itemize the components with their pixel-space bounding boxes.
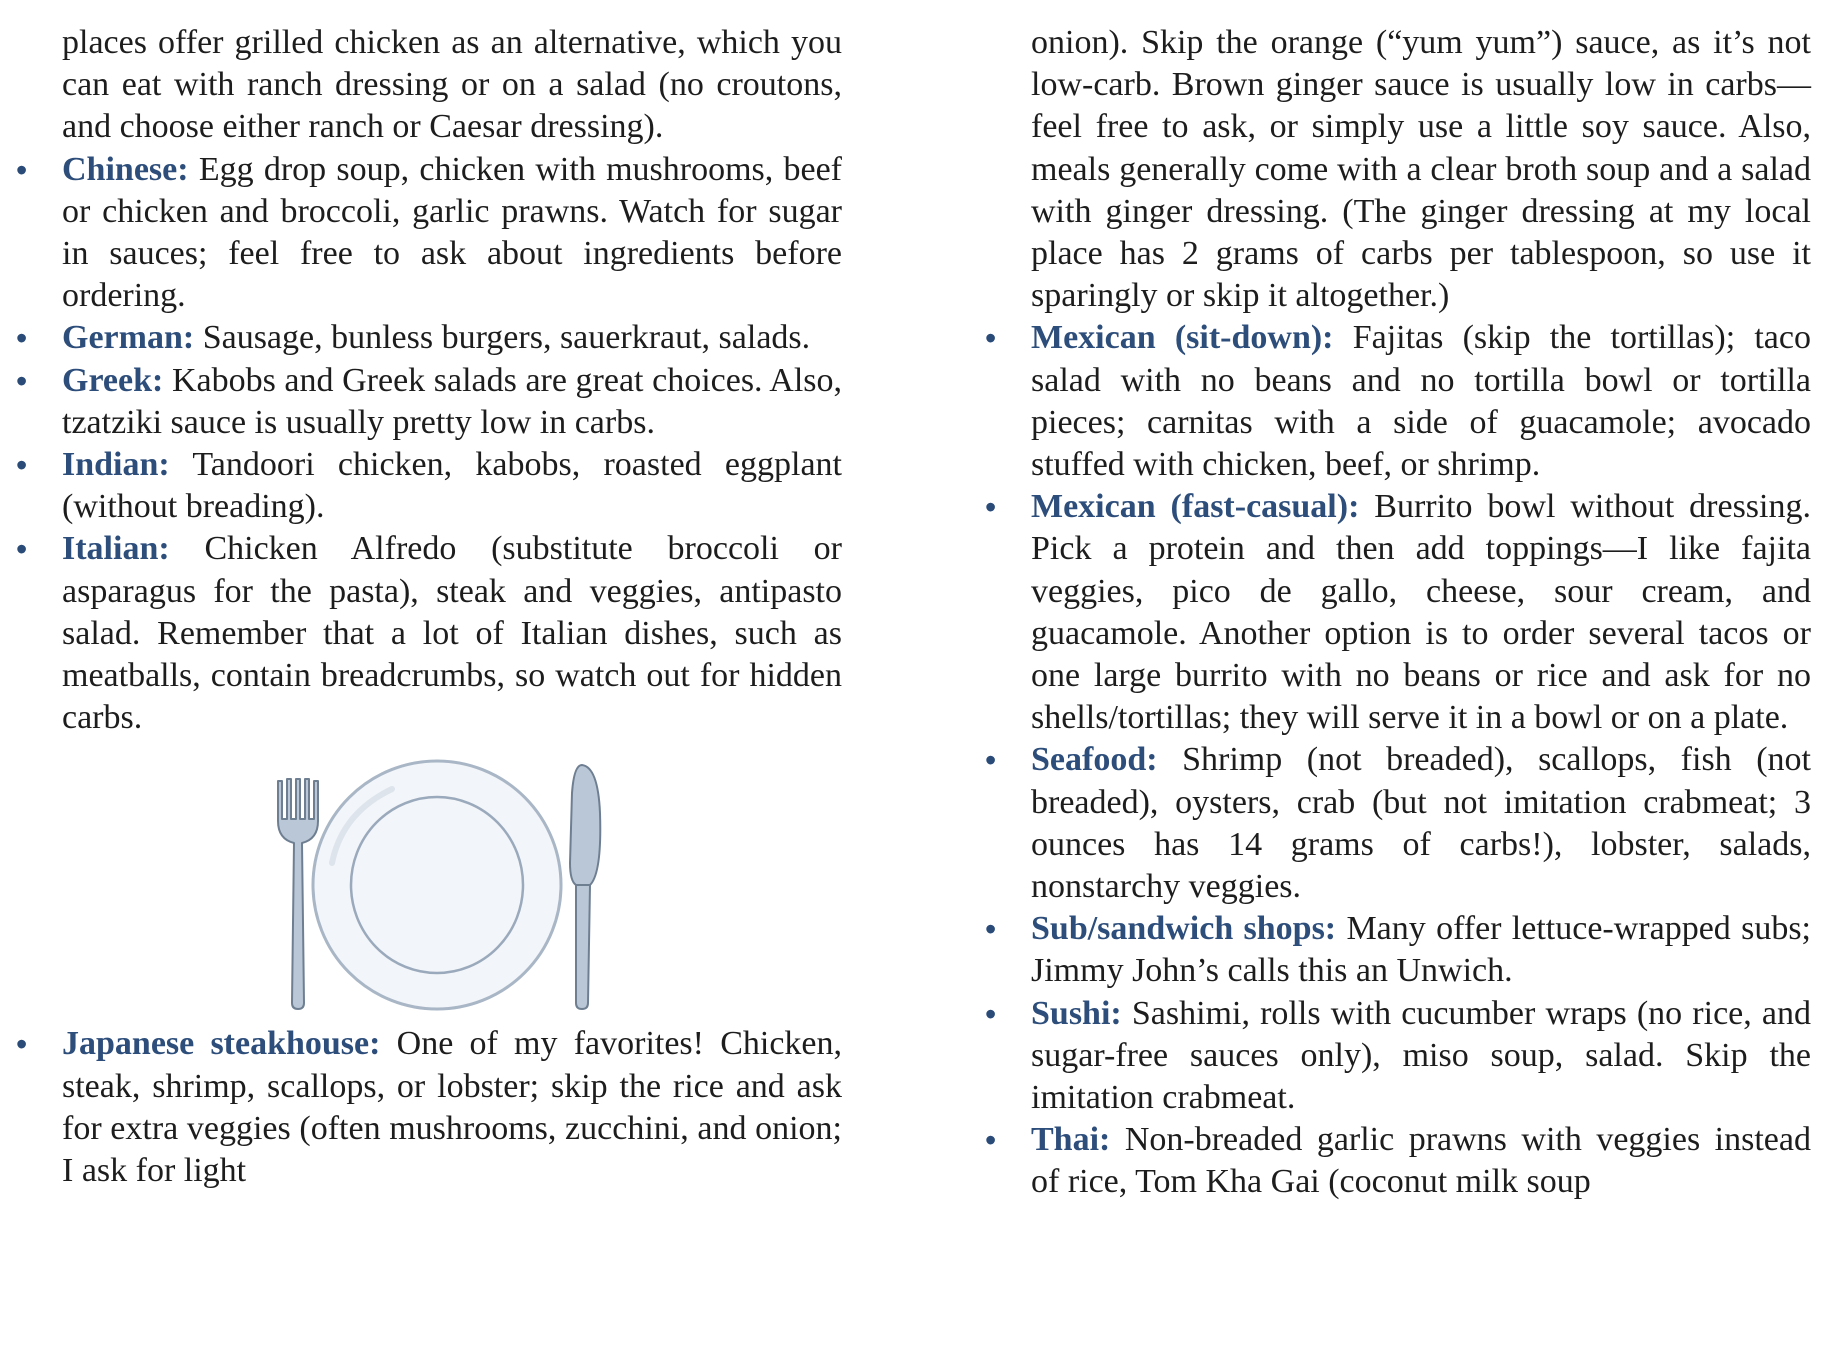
cuisine-label: Chinese:: [62, 150, 189, 188]
right-cuisine-list: [1031, 317, 1811, 1203]
left-intro-text: places offer grilled chicken as an alternative, which you can eat with ranch dressing or on a salad (no croutons, and choose either ranch or Caesar dressing).: [62, 24, 842, 146]
knife-icon: [570, 765, 600, 1009]
cuisine-description: Shrimp (not breaded), scallops, fish (not breaded), oysters, crab (but not imitation crabmeat; 3 ounces has 14 grams of carbs!), lobster, salads, nonstarchy veggies.: [1031, 741, 1811, 906]
cuisine-label: German:: [62, 319, 195, 357]
cuisine-label: Sushi:: [1031, 994, 1122, 1032]
cuisine-label: Greek:: [62, 361, 164, 399]
list-item-indian: [62, 444, 842, 528]
cuisine-label: Japanese steakhouse:: [62, 1025, 381, 1063]
cuisine-label: Italian:: [62, 530, 170, 568]
list-item-japanese-steakhouse: [62, 1023, 842, 1192]
list-item-sub-sandwich-shops: [1031, 908, 1811, 992]
cuisine-label: Mexican (sit-down):: [1031, 319, 1334, 357]
cuisine-description: Sashimi, rolls with cucumber wraps (no rice, and sugar-free sauces only), miso soup, salad. Skip the imitation crabmeat.: [1031, 994, 1811, 1117]
left-column: [62, 22, 842, 1192]
cuisine-description: Burrito bowl without dressing. Pick a protein and then add toppings—I like fajita veggies, pico de gallo, cheese, sour cream, and guacamole. Another option is to order several tacos or one large burrito with no beans or rice and ask for no shells/tortillas; they will serve it in a bowl or on a plate.: [1031, 488, 1811, 737]
cuisine-label: Sub/sandwich shops:: [1031, 910, 1337, 948]
cuisine-description: Non-breaded garlic prawns with veggies instead of rice, Tom Kha Gai (coconut milk soup: [1031, 1121, 1811, 1201]
cuisine-description: Kabobs and Greek salads are great choices. Also, tzatziki sauce is usually pretty low in carbs.: [62, 361, 842, 441]
right-intro-text: onion). Skip the orange (“yum yum”) sauce, as it’s not low-carb. Brown ginger sauce is usually low in carbs—feel free to ask, or simply use a little soy sauce. Also, meals generally come with a clear broth soup and a salad with ginger dressing. (The ginger dressing at my local place has 2 grams of carbs per tablespoon, so use it sparingly or skip it altogether.): [1031, 24, 1811, 315]
list-item-sushi: [1031, 993, 1811, 1120]
left-cuisine-list-continued: [62, 1023, 842, 1192]
list-item-chinese: [62, 149, 842, 318]
list-item-german: [62, 317, 842, 359]
plate-icon: [313, 761, 561, 1009]
cuisine-description: Fajitas (skip the tortillas); taco salad with no beans and no tortilla bowl or tortilla pieces; carnitas with a side of guacamole; avocado stuffed with chicken, beef, or shrimp.: [1031, 319, 1811, 484]
left-cuisine-list: [62, 149, 842, 740]
right-column: [1031, 22, 1811, 1204]
cuisine-description: Sausage, bunless burgers, sauerkraut, salads.: [194, 319, 811, 357]
list-item-greek: [62, 360, 842, 444]
cuisine-description: Chicken Alfredo (substitute broccoli or asparagus for the pasta), steak and veggies, antipasto salad. Remember that a lot of Italian dishes, such as meatballs, contain breadcrumbs, so watch out for hidden carbs.: [62, 530, 842, 737]
list-item-seafood: [1031, 739, 1811, 908]
cuisine-description: Tandoori chicken, kabobs, roasted eggplant (without breading).: [62, 446, 842, 526]
list-item-italian: [62, 528, 842, 739]
cuisine-description: Many offer lettuce-wrapped subs; Jimmy John’s calls this an Unwich.: [1031, 910, 1812, 990]
cuisine-description: One of my favorites! Chicken, steak, shrimp, scallops, or lobster; skip the rice and ask for extra veggies (often mushrooms, zucchini, and onion; I ask for light: [62, 1025, 843, 1190]
cuisine-description: Egg drop soup, chicken with mushrooms, beef or chicken and broccoli, garlic prawns. Watch for sugar in sauces; feel free to ask about ingredients before ordering.: [62, 150, 842, 315]
list-item-thai: [1031, 1119, 1811, 1203]
cuisine-label: Seafood:: [1031, 741, 1158, 779]
cuisine-label: Mexican (fast-casual):: [1031, 488, 1360, 526]
list-item-mexican-fast-casual: [1031, 486, 1811, 739]
cuisine-label: Indian:: [62, 446, 170, 484]
place-setting-illustration: [252, 753, 632, 1013]
list-item-mexican-sit-down: [1031, 317, 1811, 486]
cuisine-label: Thai:: [1031, 1121, 1111, 1159]
